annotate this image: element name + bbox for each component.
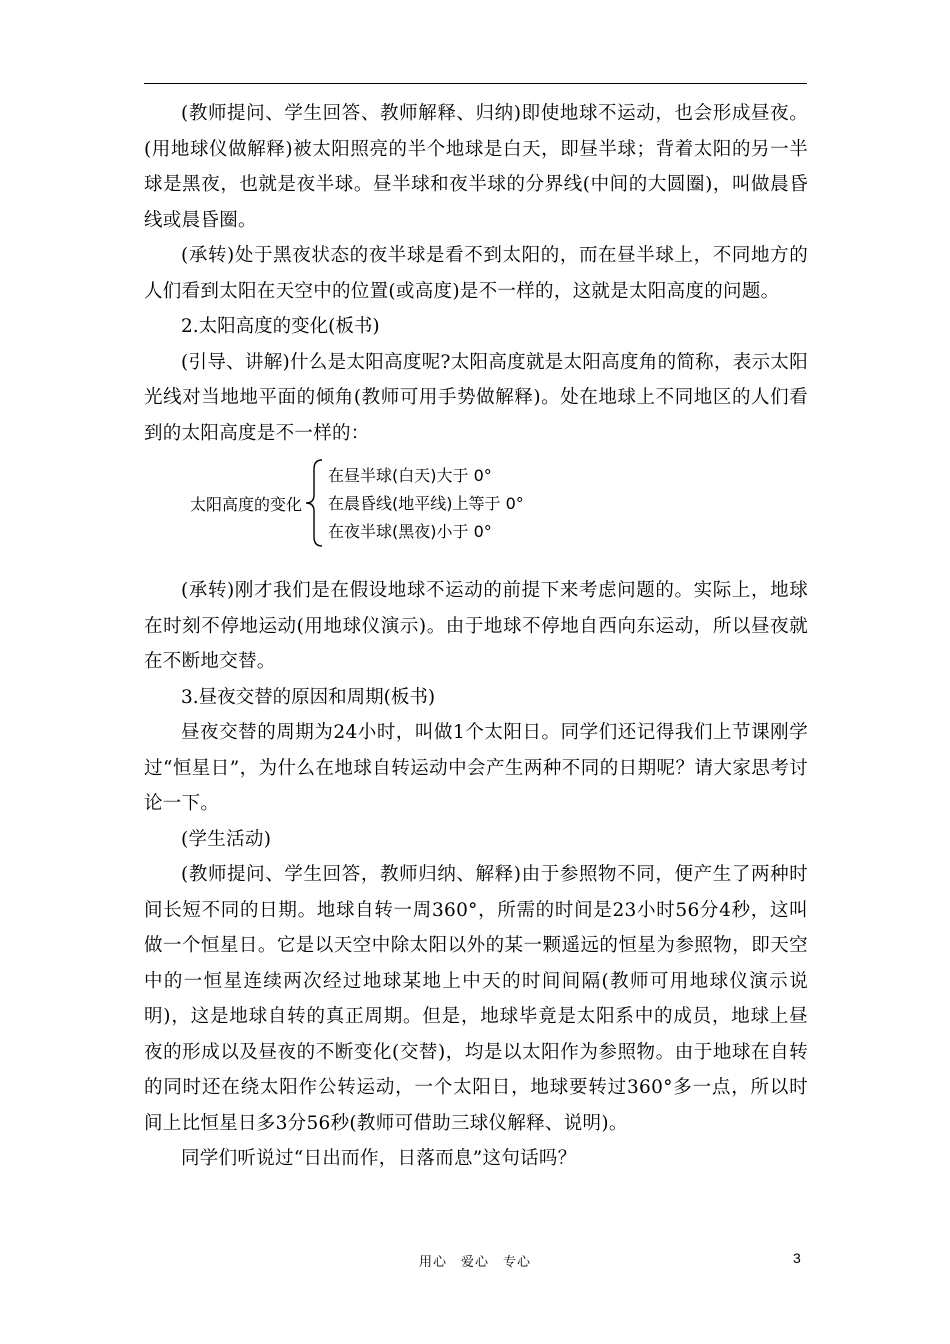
paragraph-earth-rotation-transition: (承转)刚才我们是在假设地球不运动的前提下来考虑问题的。实际上，地球在时刻不停地运动(用地球仪演示)。由于地球不停地自西向东运动，所以昼夜就在不断地交替。 [144, 580, 808, 672]
page-number: 3 [793, 1250, 801, 1266]
paragraph-solar-day: 昼夜交替的周期为24小时，叫做1个太阳日。同学们还记得我们上节课刚学过“恒星日”，为什么在地球自转运动中会产生两种不同的日期呢？请大家思考讨论一下。 [144, 722, 808, 814]
brace-diagram-label: 太阳高度的变化 [190, 495, 303, 514]
paragraph-student-activity: (学生活动) [181, 828, 272, 850]
section-heading-sun-height: 2.太阳高度的变化(板书) [181, 316, 380, 337]
curly-brace-icon [302, 457, 326, 549]
paragraph-sun-height-definition: (引导、讲解)什么是太阳高度呢?太阳高度就是太阳高度角的简称，表示太阳光线对当地地平面的倾角(教师可用手势做解释)。处在地球上不同地区的人们看到的太阳高度是不一样的： [144, 351, 808, 444]
page-content [144, 96, 808, 1177]
paragraph-transition-sun-height: (承转)处于黑夜状态的夜半球是看不到太阳的，而在昼半球上，不同地方的人们看到太阳在天空中的位置(或高度)是不一样的，这就是太阳高度的问题。 [144, 245, 808, 302]
sun-height-brace-diagram [144, 457, 808, 549]
brace-item-day-hemisphere: 在昼半球(白天)大于 0° [328, 466, 492, 485]
paragraph-closing-question: 同学们听说过“日出而作，日落而息”这句话吗？ [181, 1148, 577, 1169]
brace-item-night-hemisphere: 在夜半球(黑夜)小于 0° [328, 522, 492, 541]
paragraph-sidereal-vs-solar-day: (教师提问、学生回答，教师归纳、解释)由于参照物不同，便产生了两种时间长短不同的日期。地球自转一周360°，所需的时间是23小时56分4秒，这叫做一个恒星日。它是以天空中除太阳以外的某一颗遥远的恒星为参照物，即天空中的一恒星连续两次经过地球某地上中天的时间间隔(教师可用地球仪演示说明)，这是地球自转的真正周期。但是，地球毕竟是太阳系中的成员，地球上昼夜的形成以及昼夜的不断变化(交替)，均是以太阳作为参照物。由于地球在自转的同时还在绕太阳作公转运动，一个太阳日，地球要转过360°多一点，所以时间上比恒星日多3分56秒(教师可借助三球仪解释、说明)。 [144, 864, 808, 1134]
footer-motto: 用心 爱心 专心 [418, 1255, 531, 1270]
brace-item-terminator: 在晨昏线(地平线)上等于 0° [328, 494, 524, 513]
paragraph-day-night-formation: (教师提问、学生回答、教师解释、归纳)即使地球不运动，也会形成昼夜。(用地球仪做解释)被太阳照亮的半个地球是白天，即昼半球；背着太阳的另一半球是黑夜，也就是夜半球。昼半球和夜半球的分界线(中间的大圆圈)，叫做晨昏线或晨昏圈。 [144, 103, 808, 231]
section-heading-day-night-cycle: 3.昼夜交替的原因和周期(板书) [181, 686, 436, 708]
header-rule [144, 83, 807, 84]
